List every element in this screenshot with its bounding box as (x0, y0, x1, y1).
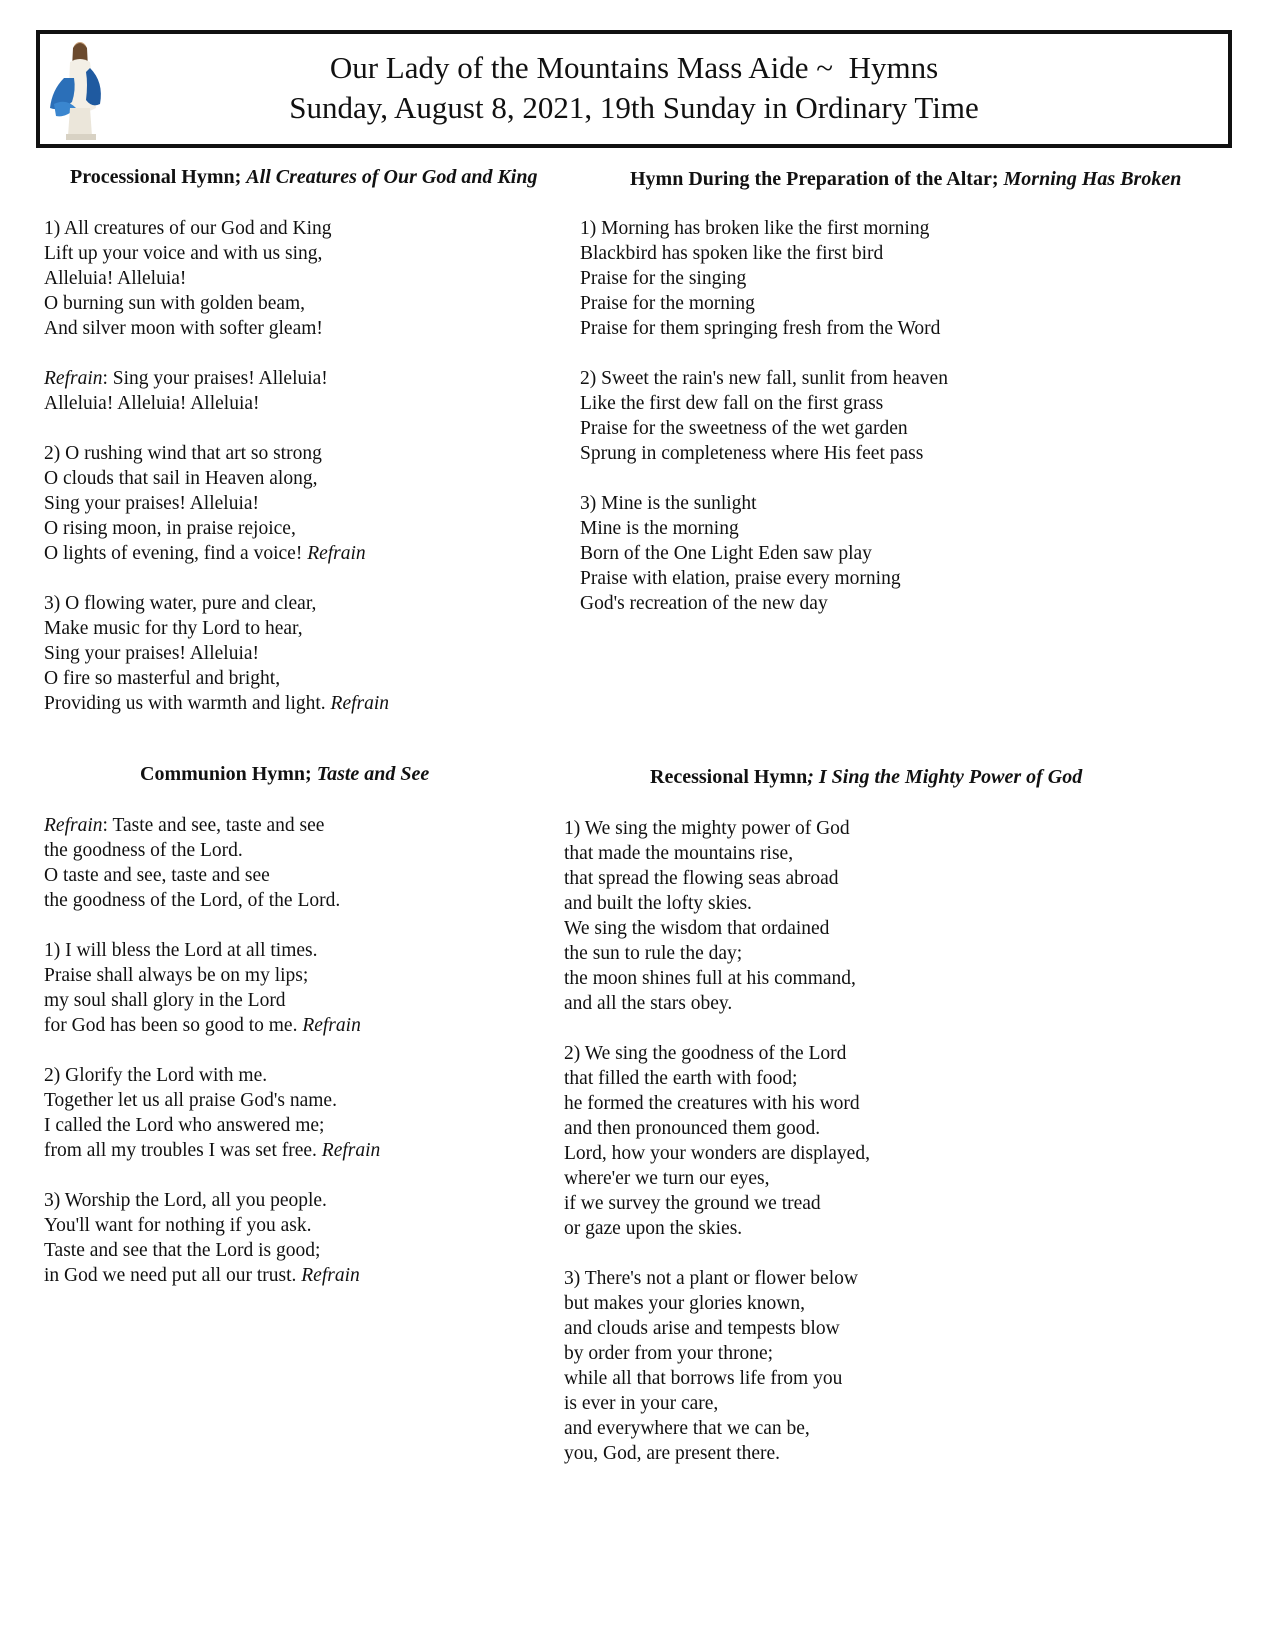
communion-hymn-lyrics (44, 813, 544, 1288)
lyric-line: Alleluia! Alleluia! (44, 268, 187, 289)
lyric-line: O clouds that sail in Heaven along, (44, 468, 318, 489)
lyric-line: 1) All creatures of our God and King (44, 218, 332, 239)
lyric-line: Mine is the morning (580, 518, 739, 539)
lyric-line: Like the first dew fall on the first grass (580, 393, 884, 414)
lyric-line: 3) There's not a plant or flower below (564, 1268, 858, 1289)
lyric-line: from all my troubles I was set free. Refrain (44, 1140, 381, 1161)
page-subtitle: Sunday, August 8, 2021, 19th Sunday in Ordinary Time (289, 90, 979, 125)
lyric-line: and then pronounced them good. (564, 1118, 821, 1139)
lyric-line: Together let us all praise God's name. (44, 1090, 337, 1111)
lyric-line: Providing us with warmth and light. Refrain (44, 693, 390, 714)
lyric-line: the moon shines full at his command, (564, 968, 856, 989)
lyric-line (44, 913, 544, 938)
lyric-line: 3) O flowing water, pure and clear, (44, 593, 317, 614)
lyric-line: 1) I will bless the Lord at all times. (44, 940, 318, 961)
lyric-line: that made the mountains rise, (564, 843, 794, 864)
lyric-line (44, 416, 604, 441)
lyric-line: 2) Glorify the Lord with me. (44, 1065, 268, 1086)
lyric-line: Praise with elation, praise every morning (580, 568, 901, 589)
lyric-line: O lights of evening, find a voice! Refrain (44, 543, 366, 564)
page-title: Our Lady of the Mountains Mass Aide ~ Hymns (329, 50, 939, 85)
recessional-hymn-heading: Recessional Hymn; I Sing the Mighty Power of God (650, 766, 1083, 788)
lyric-line: my soul shall glory in the Lord (44, 990, 286, 1011)
lyric-line: by order from your throne; (564, 1343, 774, 1364)
lyric-line (580, 341, 1240, 366)
lyric-line: Praise for the singing (580, 268, 747, 289)
lyric-line: for God has been so good to me. Refrain (44, 1015, 361, 1036)
lyric-line: We sing the wisdom that ordained (564, 918, 830, 939)
lyric-line: Praise for the morning (580, 293, 755, 314)
lyric-line (44, 566, 604, 591)
processional-hymn-lyrics (44, 216, 604, 716)
recessional-hymn-lyrics (564, 816, 1204, 1466)
preparation-hymn-lyrics (580, 216, 1240, 616)
lyric-line: 3) Worship the Lord, all you people. (44, 1190, 327, 1211)
lyric-line (44, 1163, 544, 1188)
lyric-line: Blackbird has spoken like the first bird (580, 243, 884, 264)
lyric-line (44, 341, 604, 366)
lyric-line: Make music for thy Lord to hear, (44, 618, 303, 639)
lyric-line: or gaze upon the skies. (564, 1218, 743, 1239)
lyric-line: and built the lofty skies. (564, 893, 752, 914)
lyric-line: that spread the flowing seas abroad (564, 868, 839, 889)
lyric-line: Alleluia! Alleluia! Alleluia! (44, 393, 260, 414)
lyric-line: O rising moon, in praise rejoice, (44, 518, 296, 539)
header-box (36, 30, 1232, 148)
lyric-line: O burning sun with golden beam, (44, 293, 306, 314)
preparation-hymn-section (580, 166, 1240, 616)
recessional-hymn-section (564, 764, 1204, 1466)
lyric-line: I called the Lord who answered me; (44, 1115, 325, 1136)
lyric-line: but makes your glories known, (564, 1293, 806, 1314)
lyric-line: Sing your praises! Alleluia! (44, 643, 260, 664)
lyric-line (580, 466, 1240, 491)
lyric-line: O fire so masterful and bright, (44, 668, 281, 689)
lyric-line: he formed the creatures with his word (564, 1093, 860, 1114)
lyric-line: 3) Mine is the sunlight (580, 493, 757, 514)
lyric-line: God's recreation of the new day (580, 593, 828, 614)
lyric-line: and everywhere that we can be, (564, 1418, 810, 1439)
lyric-line: Sing your praises! Alleluia! (44, 493, 260, 514)
lyric-line: Praise for them springing fresh from the Word (580, 318, 941, 339)
lyric-line: the goodness of the Lord, of the Lord. (44, 890, 341, 911)
processional-hymn-heading: Processional Hymn; All Creatures of Our God and King (70, 166, 538, 188)
lyric-line: 1) Morning has broken like the first morning (580, 218, 930, 239)
lyric-line: Born of the One Light Eden saw play (580, 543, 872, 564)
lyric-line: Sprung in completeness where His feet pass (580, 443, 924, 464)
lyric-line: Lift up your voice and with us sing, (44, 243, 323, 264)
communion-hymn-heading: Communion Hymn; Taste and See (140, 763, 430, 785)
lyric-line: and all the stars obey. (564, 993, 733, 1014)
lyric-line: you, God, are present there. (564, 1443, 781, 1464)
lyric-line: Taste and see that the Lord is good; (44, 1240, 321, 1261)
lyric-line: is ever in your care, (564, 1393, 719, 1414)
lyric-line (564, 1241, 1204, 1266)
communion-hymn-section (44, 761, 544, 1288)
lyric-line: Praise shall always be on my lips; (44, 965, 309, 986)
lyric-line: 2) We sing the goodness of the Lord (564, 1043, 847, 1064)
lyric-line: where'er we turn our eyes, (564, 1168, 770, 1189)
lyric-line: if we survey the ground we tread (564, 1193, 821, 1214)
lyric-line: 2) O rushing wind that art so strong (44, 443, 322, 464)
lyric-line: Refrain: Taste and see, taste and see (44, 815, 325, 836)
lyric-line: the sun to rule the day; (564, 943, 743, 964)
lyric-line: And silver moon with softer gleam! (44, 318, 323, 339)
lyric-line: Refrain: Sing your praises! Alleluia! (44, 368, 328, 389)
lyric-line: 2) Sweet the rain's new fall, sunlit from heaven (580, 368, 948, 389)
lyric-line: O taste and see, taste and see (44, 865, 270, 886)
lyric-line: while all that borrows life from you (564, 1368, 843, 1389)
lyric-line: Lord, how your wonders are displayed, (564, 1143, 870, 1164)
lyric-line (44, 1038, 544, 1063)
lyric-line: the goodness of the Lord. (44, 840, 243, 861)
lyric-line: in God we need put all our trust. Refrain (44, 1265, 360, 1286)
lyric-line: and clouds arise and tempests blow (564, 1318, 840, 1339)
lyric-line: that filled the earth with food; (564, 1068, 798, 1089)
preparation-hymn-heading: Hymn During the Preparation of the Altar; Morning Has Broken (630, 168, 1182, 190)
lyric-line: 1) We sing the mighty power of God (564, 818, 850, 839)
lyric-line: You'll want for nothing if you ask. (44, 1215, 312, 1236)
processional-hymn-section (44, 164, 604, 716)
lyric-line: Praise for the sweetness of the wet garden (580, 418, 908, 439)
lyric-line (564, 1016, 1204, 1041)
